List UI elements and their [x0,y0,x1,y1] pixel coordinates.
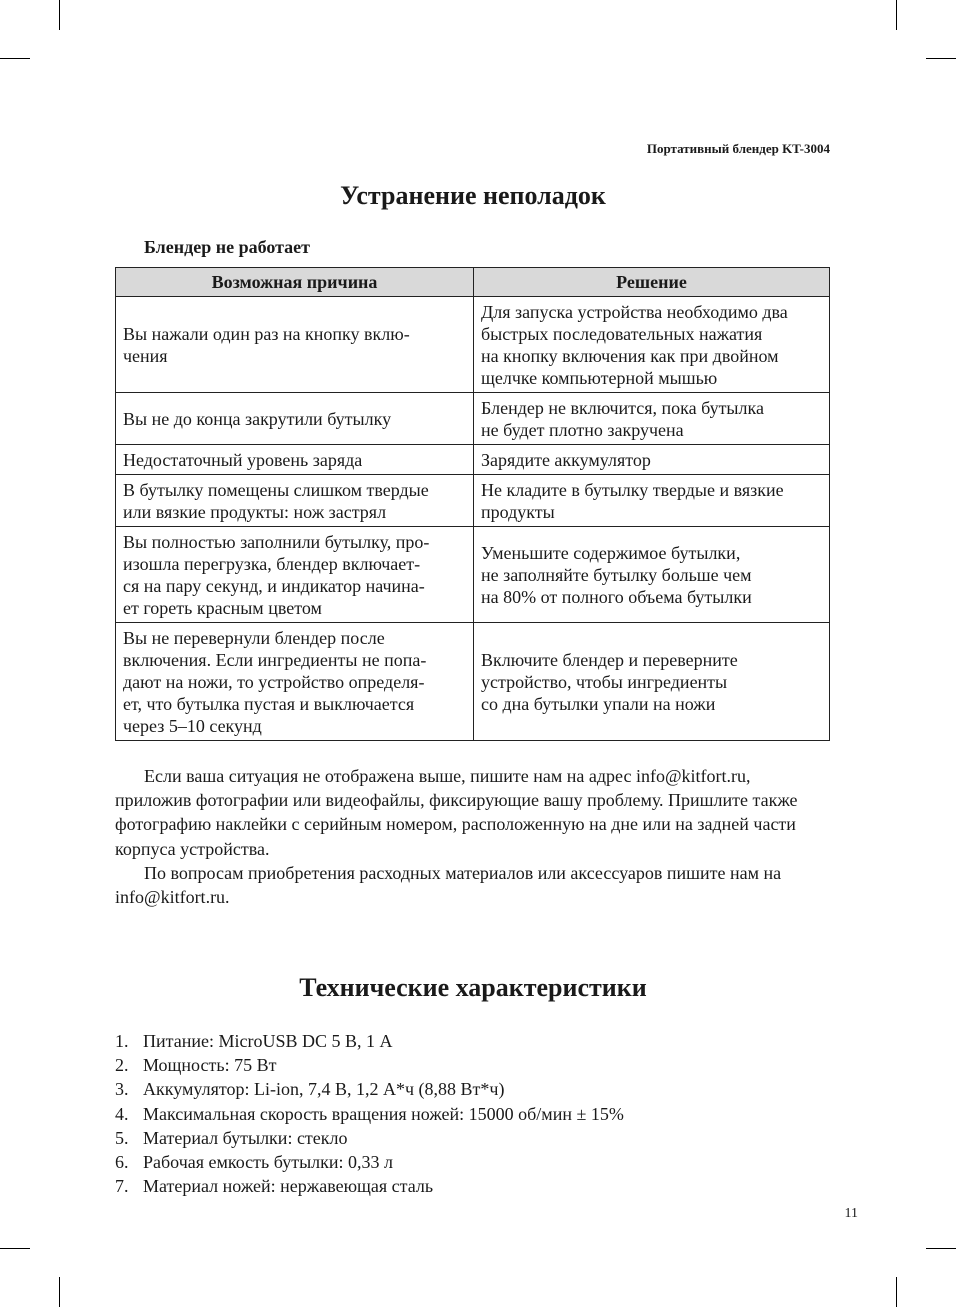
table-row [116,527,830,623]
crop-mark [896,1277,897,1307]
table-row [116,475,830,527]
troubleshooting-subheading: Блендер не работает [144,237,311,257]
specs-list [115,1029,624,1198]
list-item-number: 4. [115,1103,129,1124]
crop-mark [896,0,897,30]
list-item-number: 7. [115,1176,129,1197]
table-row [116,297,830,393]
crop-mark [926,58,956,59]
specs-title: Технические характеристики [299,973,647,1002]
list-item-text: Мощность: 75 Вт [143,1055,277,1076]
table-row [116,623,830,741]
list-item-text: Материал бутылки: стекло [143,1127,348,1148]
crop-mark [0,1248,30,1249]
cell-solution: Включите блендер и переверните устройство, чтобы ингредиенты со дна бутылки упали на ножи [474,623,830,741]
troubleshooting-title: Устранение неполадок [340,181,606,210]
column-header-cause: Возможная причина [116,268,474,297]
list-item-text: Максимальная скорость вращения ножей: 15000 об/мин ± 15% [143,1103,624,1124]
cell-cause: Вы не до конца закрутили бутылку [116,393,474,445]
running-header: Портативный блендер KT-3004 [646,141,830,156]
list-item-text: Аккумулятор: Li-ion, 7,4 В, 1,2 А*ч (8,88 Вт*ч) [143,1079,505,1100]
table-row [116,445,830,475]
list-item-number: 3. [115,1079,129,1100]
cell-solution: Уменьшите содержимое бутылки, не заполняйте бутылку больше чем на 80% от полного объема бутылки [474,527,830,623]
paragraph: Если ваша ситуация не отображена выше, пишите нам на адрес info@kitfort.ru, приложив фотографии или видеофайлы, фиксирующие вашу проблему. Пришлите также фотографию наклейки с серийным номером, расположенную на дне или на задней части корпуса устройства. [115,766,798,859]
list-item-number: 2. [115,1055,129,1076]
troubleshooting-table [115,267,830,741]
page-number: 11 [844,1206,858,1221]
list-item [115,1102,624,1126]
table-header-row [116,268,830,297]
table-body [116,297,830,741]
cell-cause: В бутылку помещены слишком твердые или вязкие продукты: нож застрял [116,475,474,527]
crop-mark [59,1277,60,1307]
contact-paragraphs [115,764,830,909]
list-item [115,1174,624,1198]
paragraph: По вопросам приобретения расходных материалов или аксессуаров пишите нам на info@kitfort.ru. [115,862,782,908]
crop-mark [59,0,60,30]
cell-cause: Вы нажали один раз на кнопку вклю- чения [116,297,474,393]
list-item-text: Питание: MicroUSB DC 5 В, 1 А [143,1031,393,1051]
crop-mark [0,58,30,59]
list-item [115,1077,624,1101]
list-item [115,1029,624,1053]
cell-solution: Для запуска устройства необходимо два быстрых последовательных нажатия на кнопку включения как при двойном щелчке компьютерной мышью [474,297,830,393]
cell-cause: Недостаточный уровень заряда [116,445,474,475]
crop-mark [926,1248,956,1249]
list-item-number: 5. [115,1127,129,1148]
list-item-number: 1. [115,1031,129,1051]
table-row [116,393,830,445]
cell-cause: Вы не перевернули блендер после включения. Если ингредиенты не попа- дают на ножи, то устройство определя- ет, что бутылка пустая и выключается через 5–10 секунд [116,623,474,741]
list-item-text: Рабочая емкость бутылки: 0,33 л [143,1152,394,1173]
list-item [115,1053,624,1077]
cell-cause: Вы полностью заполнили бутылку, про- изошла перегрузка, блендер включает- ся на пару секунд, и индикатор начина- ет гореть красным цветом [116,527,474,623]
list-item-number: 6. [115,1152,129,1173]
list-item-text: Материал ножей: нержавеющая сталь [143,1176,434,1197]
column-header-solution: Решение [474,268,830,297]
cell-solution: Зарядите аккумулятор [474,445,830,475]
cell-solution: Блендер не включится, пока бутылка не будет плотно закручена [474,393,830,445]
cell-solution: Не кладите в бутылку твердые и вязкие продукты [474,475,830,527]
list-item [115,1150,624,1174]
list-item [115,1126,624,1150]
